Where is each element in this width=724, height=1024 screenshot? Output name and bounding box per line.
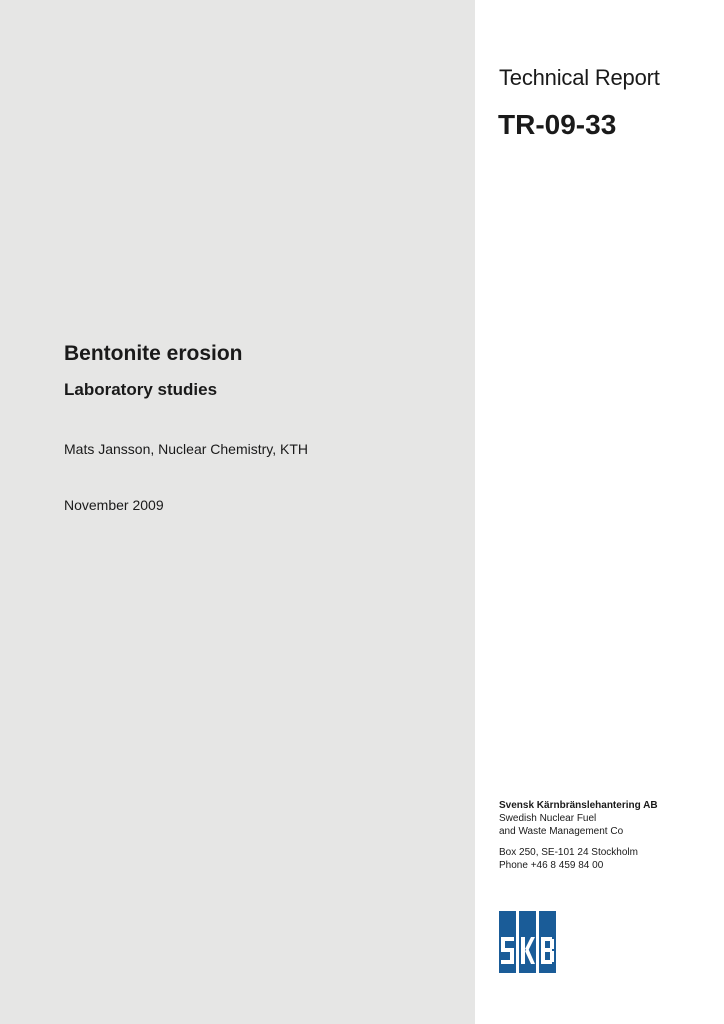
publisher-phone: Phone +46 8 459 84 00 [499, 860, 604, 871]
document-date: November 2009 [64, 497, 164, 513]
document-title: Bentonite erosion [64, 342, 243, 365]
publisher-address: Box 250, SE-101 24 Stockholm [499, 847, 638, 858]
publisher-english-name-line1: Swedish Nuclear Fuel [499, 813, 597, 824]
report-type: Technical Report [499, 65, 660, 90]
publisher-english-name-line2: and Waste Management Co [499, 826, 624, 837]
report-number: TR-09-33 [498, 109, 617, 140]
skb-logo [499, 911, 556, 973]
publisher-block [499, 799, 719, 872]
document-author: Mats Jansson, Nuclear Chemistry, KTH [64, 441, 309, 457]
document-subtitle: Laboratory studies [64, 380, 218, 399]
publisher-company: Svensk Kärnbränslehantering AB [499, 800, 658, 811]
